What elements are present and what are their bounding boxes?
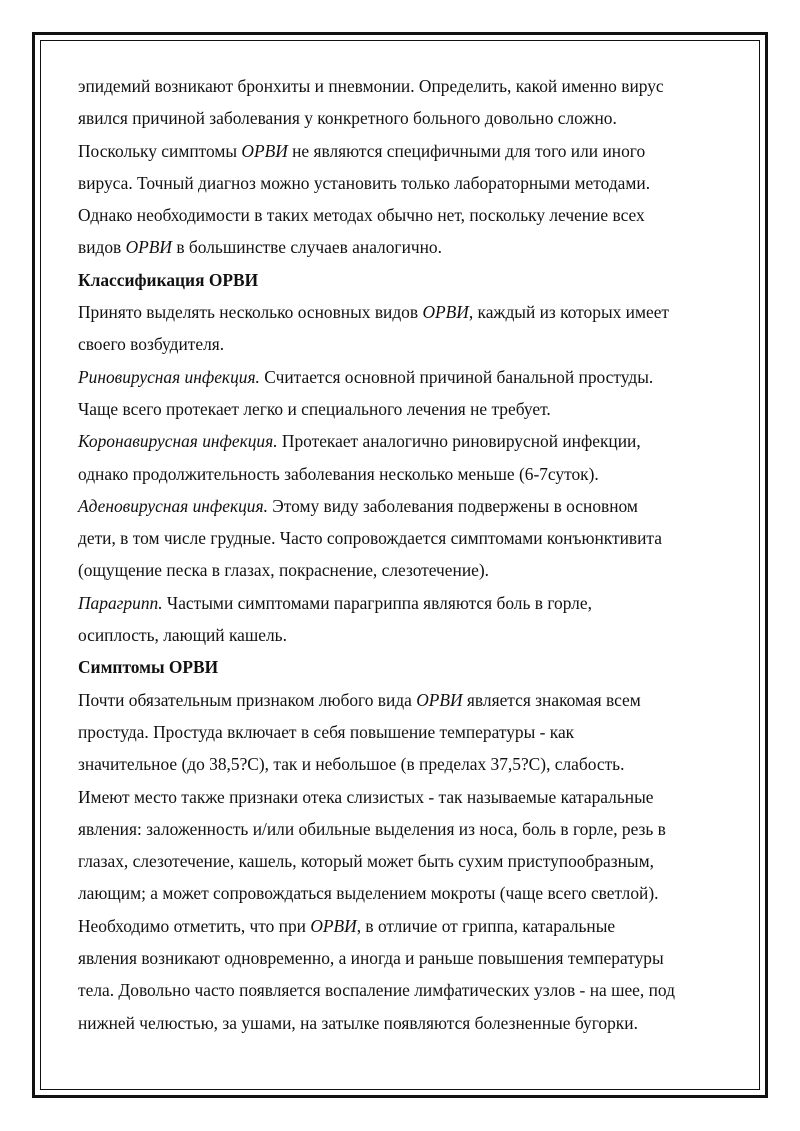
text-line bbox=[78, 781, 728, 813]
text-segment: в большинстве случаев аналогично. bbox=[172, 237, 442, 258]
text-line bbox=[78, 393, 728, 425]
text-line bbox=[78, 70, 728, 102]
text-segment: лающим; а может сопровождаться выделением мокроты (чаще всего светлой). bbox=[78, 883, 659, 904]
italic-term: ОРВИ bbox=[416, 689, 463, 710]
text-segment: вируса. Точный диагноз можно установить только лабораторными методами. bbox=[78, 172, 651, 193]
text-segment: Протекает аналогично риновирусной инфекции, bbox=[277, 431, 641, 452]
text-segment: нижней челюстью, за ушами, на затылке появляются болезненные бугорки. bbox=[78, 1012, 638, 1033]
italic-term: Парагрипп. bbox=[78, 592, 163, 613]
text-line bbox=[78, 231, 728, 263]
text-line bbox=[78, 199, 728, 231]
text-segment: простуда. Простуда включает в себя повышение температуры - как bbox=[78, 721, 575, 742]
text-segment: Принято выделять несколько основных видов bbox=[78, 302, 423, 323]
text-line bbox=[78, 361, 728, 393]
text-segment: , каждый из которых имеет bbox=[468, 302, 670, 323]
text-line bbox=[78, 135, 728, 167]
text-line bbox=[78, 974, 728, 1006]
italic-term: Риновирусная инфекция. bbox=[78, 366, 260, 387]
italic-term: Аденовирусная инфекция. bbox=[78, 495, 268, 516]
text-segment: видов bbox=[78, 237, 126, 258]
heading-text: Симптомы ОРВИ bbox=[78, 657, 219, 678]
text-segment: (ощущение песка в глазах, покраснение, слезотечение). bbox=[78, 560, 489, 581]
text-segment: Частыми симптомами парагриппа являются боль в горле, bbox=[162, 592, 592, 613]
text-line bbox=[78, 748, 728, 780]
text-segment: значительное (до 38,5?С), так и небольшое (в пределах 37,5?С), слабость. bbox=[78, 754, 625, 775]
document-body bbox=[78, 70, 728, 1039]
text-segment: явления возникают одновременно, а иногда и раньше повышения температуры bbox=[78, 948, 664, 969]
text-segment: явления: заложенность и/или обильные выделения из носа, боль в горле, резь в bbox=[78, 818, 666, 839]
text-segment: Однако необходимости в таких методах обычно нет, поскольку лечение всех bbox=[78, 205, 645, 226]
text-line bbox=[78, 619, 728, 651]
text-segment: однако продолжительность заболевания несколько меньше (6-7суток). bbox=[78, 463, 599, 484]
italic-term: Коронавирусная инфекция. bbox=[78, 431, 278, 452]
text-line bbox=[78, 942, 728, 974]
text-segment: дети, в том числе грудные. Часто сопровождается симптомами конъюнктивита bbox=[78, 528, 662, 549]
heading-text: Классификация ОРВИ bbox=[78, 269, 259, 290]
section-heading bbox=[78, 264, 728, 296]
text-segment: Имеют место также признаки отека слизистых - так называемые катаральные bbox=[78, 786, 654, 807]
text-line bbox=[78, 328, 728, 360]
text-segment: явился причиной заболевания у конкретного больного довольно сложно. bbox=[78, 108, 617, 129]
text-line bbox=[78, 684, 728, 716]
text-segment: Считается основной причиной банальной простуды. bbox=[259, 366, 654, 387]
text-segment: , в отличие от гриппа, катаральные bbox=[356, 915, 616, 936]
text-line bbox=[78, 167, 728, 199]
text-line bbox=[78, 522, 728, 554]
text-line bbox=[78, 877, 728, 909]
italic-term: ОРВИ bbox=[310, 915, 357, 936]
text-line bbox=[78, 425, 728, 457]
text-line bbox=[78, 716, 728, 748]
text-line bbox=[78, 587, 728, 619]
section-heading bbox=[78, 651, 728, 683]
text-segment: является знакомая всем bbox=[462, 689, 641, 710]
italic-term: ОРВИ bbox=[422, 302, 469, 323]
italic-term: ОРВИ bbox=[241, 140, 288, 161]
text-segment: Этому виду заболевания подвержены в основном bbox=[267, 495, 638, 516]
italic-term: ОРВИ bbox=[125, 237, 172, 258]
text-segment: глазах, слезотечение, кашель, который может быть сухим приступообразным, bbox=[78, 851, 654, 872]
text-segment: тела. Довольно часто появляется воспаление лимфатических узлов - на шее, под bbox=[78, 980, 675, 1001]
text-segment: Почти обязательным признаком любого вида bbox=[78, 689, 417, 710]
text-segment: своего возбудителя. bbox=[78, 334, 225, 355]
text-line bbox=[78, 554, 728, 586]
text-line bbox=[78, 490, 728, 522]
text-line bbox=[78, 1007, 728, 1039]
text-line bbox=[78, 845, 728, 877]
text-line bbox=[78, 910, 728, 942]
text-line bbox=[78, 296, 728, 328]
text-segment: эпидемий возникают бронхиты и пневмонии. Определить, какой именно вирус bbox=[78, 76, 664, 96]
text-segment: не являются специфичными для того или иного bbox=[287, 140, 646, 161]
text-segment: Необходимо отметить, что при bbox=[78, 915, 311, 936]
text-line bbox=[78, 458, 728, 490]
text-segment: Поскольку симптомы bbox=[78, 140, 242, 161]
text-segment: осиплость, лающий кашель. bbox=[78, 625, 287, 646]
text-line bbox=[78, 813, 728, 845]
text-segment: Чаще всего протекает легко и специального лечения не требует. bbox=[78, 398, 551, 419]
text-line bbox=[78, 102, 728, 134]
